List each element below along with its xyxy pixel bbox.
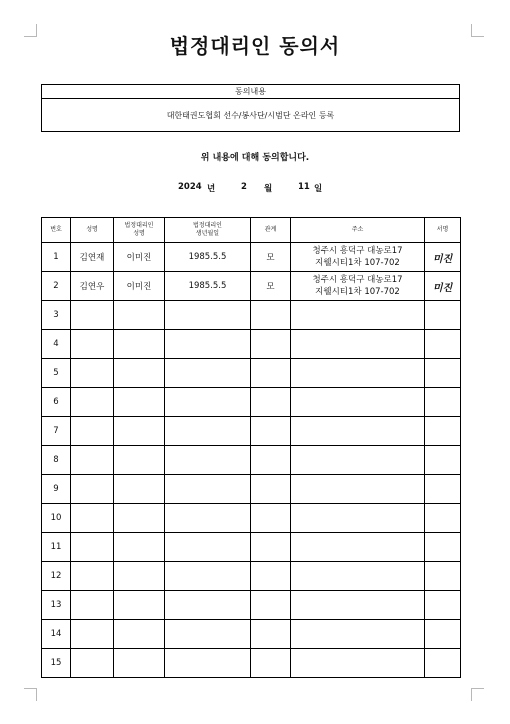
header-guardian-name-line1: 법정대리인 xyxy=(124,221,154,229)
table-row xyxy=(42,417,461,446)
cell-no: 1 xyxy=(42,243,71,272)
cell-relation xyxy=(251,446,291,475)
cell-address xyxy=(291,359,425,388)
table-row xyxy=(42,446,461,475)
address-line-2: 지웰시티1차 107-702 xyxy=(315,287,400,297)
date-year-unit: 년 xyxy=(207,184,216,194)
cell-guardian-birth xyxy=(165,475,251,504)
cell-signature xyxy=(425,562,461,591)
date-day-unit: 일 xyxy=(314,184,323,194)
header-guardian-birth-line1: 법정대리인 xyxy=(193,221,222,229)
cell-address xyxy=(291,504,425,533)
cell-address xyxy=(291,649,425,678)
cell-relation xyxy=(251,562,291,591)
consent-body: 대한태권도협회 선수/봉사단/시범단 온라인 등록 xyxy=(166,111,335,120)
cell-address xyxy=(291,562,425,591)
consent-box xyxy=(41,84,460,132)
cell-relation xyxy=(251,591,291,620)
cell-name xyxy=(71,562,114,591)
header-name: 성명 xyxy=(71,218,114,243)
cell-relation: 모 xyxy=(251,272,291,301)
cell-no: 13 xyxy=(42,591,71,620)
cell-signature xyxy=(425,243,461,272)
cell-guardian-name xyxy=(114,504,165,533)
cell-guardian-name xyxy=(114,330,165,359)
cell-address xyxy=(291,417,425,446)
cell-address xyxy=(291,272,425,301)
header-guardian-birth-line2: 생년월일 xyxy=(195,230,220,237)
date-month: 2 xyxy=(241,182,247,192)
cell-signature xyxy=(425,388,461,417)
cell-guardian-birth xyxy=(165,591,251,620)
cell-signature xyxy=(425,417,461,446)
cell-relation xyxy=(251,301,291,330)
table-row xyxy=(42,301,461,330)
cell-no: 7 xyxy=(42,417,71,446)
date-day: 11 xyxy=(298,182,310,192)
cell-no: 14 xyxy=(42,620,71,649)
consent-header: 동의내용 xyxy=(42,85,459,99)
cell-no: 9 xyxy=(42,475,71,504)
cell-relation xyxy=(251,417,291,446)
cell-address xyxy=(291,533,425,562)
address-line-1: 청주시 흥덕구 대농로17 xyxy=(312,274,403,285)
cell-guardian-birth xyxy=(165,446,251,475)
table-row xyxy=(42,591,461,620)
cell-relation xyxy=(251,649,291,678)
cell-address xyxy=(291,301,425,330)
cell-guardian-birth: 1985.5.5 xyxy=(165,243,251,272)
cell-guardian-birth xyxy=(165,533,251,562)
cell-signature xyxy=(425,330,461,359)
cell-no: 10 xyxy=(42,504,71,533)
header-guardian-name xyxy=(114,218,165,243)
cell-guardian-name xyxy=(114,620,165,649)
cell-guardian-name xyxy=(114,649,165,678)
cell-no: 12 xyxy=(42,562,71,591)
cell-name: 김연재 xyxy=(71,243,114,272)
cell-no: 6 xyxy=(42,388,71,417)
cell-guardian-name xyxy=(114,475,165,504)
table-row xyxy=(42,533,461,562)
table-row xyxy=(42,272,461,301)
agreement-statement: 위 내용에 대해 동의합니다. xyxy=(200,153,310,163)
cell-signature xyxy=(425,649,461,678)
cell-name xyxy=(71,504,114,533)
cell-guardian-birth: 1985.5.5 xyxy=(165,272,251,301)
table-row xyxy=(42,504,461,533)
header-signature: 서명 xyxy=(425,218,461,243)
cell-guardian-birth xyxy=(165,562,251,591)
cell-address xyxy=(291,243,425,272)
table-row xyxy=(42,475,461,504)
cell-guardian-name xyxy=(114,359,165,388)
cell-address xyxy=(291,330,425,359)
cell-no: 4 xyxy=(42,330,71,359)
cell-name xyxy=(71,649,114,678)
table-row xyxy=(42,388,461,417)
cell-guardian-name xyxy=(114,562,165,591)
table-row xyxy=(42,330,461,359)
table-header-row xyxy=(42,218,461,243)
cell-no: 3 xyxy=(42,301,71,330)
cell-guardian-name xyxy=(114,417,165,446)
guardian-roster-table xyxy=(41,217,461,678)
cell-address xyxy=(291,388,425,417)
cell-address xyxy=(291,475,425,504)
cell-guardian-name: 이미진 xyxy=(114,272,165,301)
header-relation: 관계 xyxy=(251,218,291,243)
cell-address xyxy=(291,446,425,475)
cell-name xyxy=(71,446,114,475)
cell-name xyxy=(71,359,114,388)
cell-address xyxy=(291,620,425,649)
cell-guardian-name: 이미진 xyxy=(114,243,165,272)
cell-no: 5 xyxy=(42,359,71,388)
cell-relation: 모 xyxy=(251,243,291,272)
cell-no: 15 xyxy=(42,649,71,678)
address-line-2: 지웰시티1차 107-702 xyxy=(315,258,400,268)
cell-address xyxy=(291,591,425,620)
cell-guardian-birth xyxy=(165,330,251,359)
cell-signature xyxy=(425,591,461,620)
cell-guardian-birth xyxy=(165,301,251,330)
cell-signature xyxy=(425,620,461,649)
cell-name xyxy=(71,388,114,417)
date-month-unit: 월 xyxy=(264,184,273,194)
document-title: 법정대리인 동의서 xyxy=(169,34,341,58)
header-address: 주소 xyxy=(291,218,425,243)
cell-no: 8 xyxy=(42,446,71,475)
cell-relation xyxy=(251,504,291,533)
table-row xyxy=(42,359,461,388)
table-row xyxy=(42,562,461,591)
cell-name xyxy=(71,620,114,649)
cell-signature xyxy=(425,504,461,533)
cell-guardian-name xyxy=(114,388,165,417)
handwritten-signature: 미진 xyxy=(432,253,453,265)
cell-guardian-name xyxy=(114,301,165,330)
cell-relation xyxy=(251,359,291,388)
cell-guardian-birth xyxy=(165,388,251,417)
cell-relation xyxy=(251,533,291,562)
cell-name xyxy=(71,533,114,562)
header-guardian-birth xyxy=(165,218,251,243)
crop-mark-bottom-left xyxy=(24,688,37,701)
cell-guardian-birth xyxy=(165,504,251,533)
cell-signature xyxy=(425,272,461,301)
cell-guardian-birth xyxy=(165,649,251,678)
cell-guardian-name xyxy=(114,591,165,620)
table-row xyxy=(42,649,461,678)
cell-guardian-birth xyxy=(165,359,251,388)
cell-no: 2 xyxy=(42,272,71,301)
cell-signature xyxy=(425,301,461,330)
cell-guardian-birth xyxy=(165,620,251,649)
cell-name: 김연우 xyxy=(71,272,114,301)
cell-relation xyxy=(251,330,291,359)
cell-relation xyxy=(251,388,291,417)
cell-signature xyxy=(425,533,461,562)
cell-signature xyxy=(425,446,461,475)
cell-relation xyxy=(251,620,291,649)
cell-name xyxy=(71,330,114,359)
cell-guardian-birth xyxy=(165,417,251,446)
cell-name xyxy=(71,591,114,620)
cell-name xyxy=(71,475,114,504)
crop-mark-bottom-right xyxy=(471,688,484,701)
cell-guardian-name xyxy=(114,533,165,562)
cell-no: 11 xyxy=(42,533,71,562)
cell-signature xyxy=(425,359,461,388)
cell-name xyxy=(71,301,114,330)
handwritten-signature: 미진 xyxy=(432,282,453,294)
table-row xyxy=(42,243,461,272)
cell-relation xyxy=(251,475,291,504)
cell-guardian-name xyxy=(114,446,165,475)
cell-signature xyxy=(425,475,461,504)
header-guardian-name-line2: 성명 xyxy=(133,230,145,237)
address-line-1: 청주시 흥덕구 대농로17 xyxy=(312,245,403,256)
date-year: 2024 xyxy=(178,182,202,192)
header-no: 번호 xyxy=(42,218,71,243)
cell-name xyxy=(71,417,114,446)
table-row xyxy=(42,620,461,649)
